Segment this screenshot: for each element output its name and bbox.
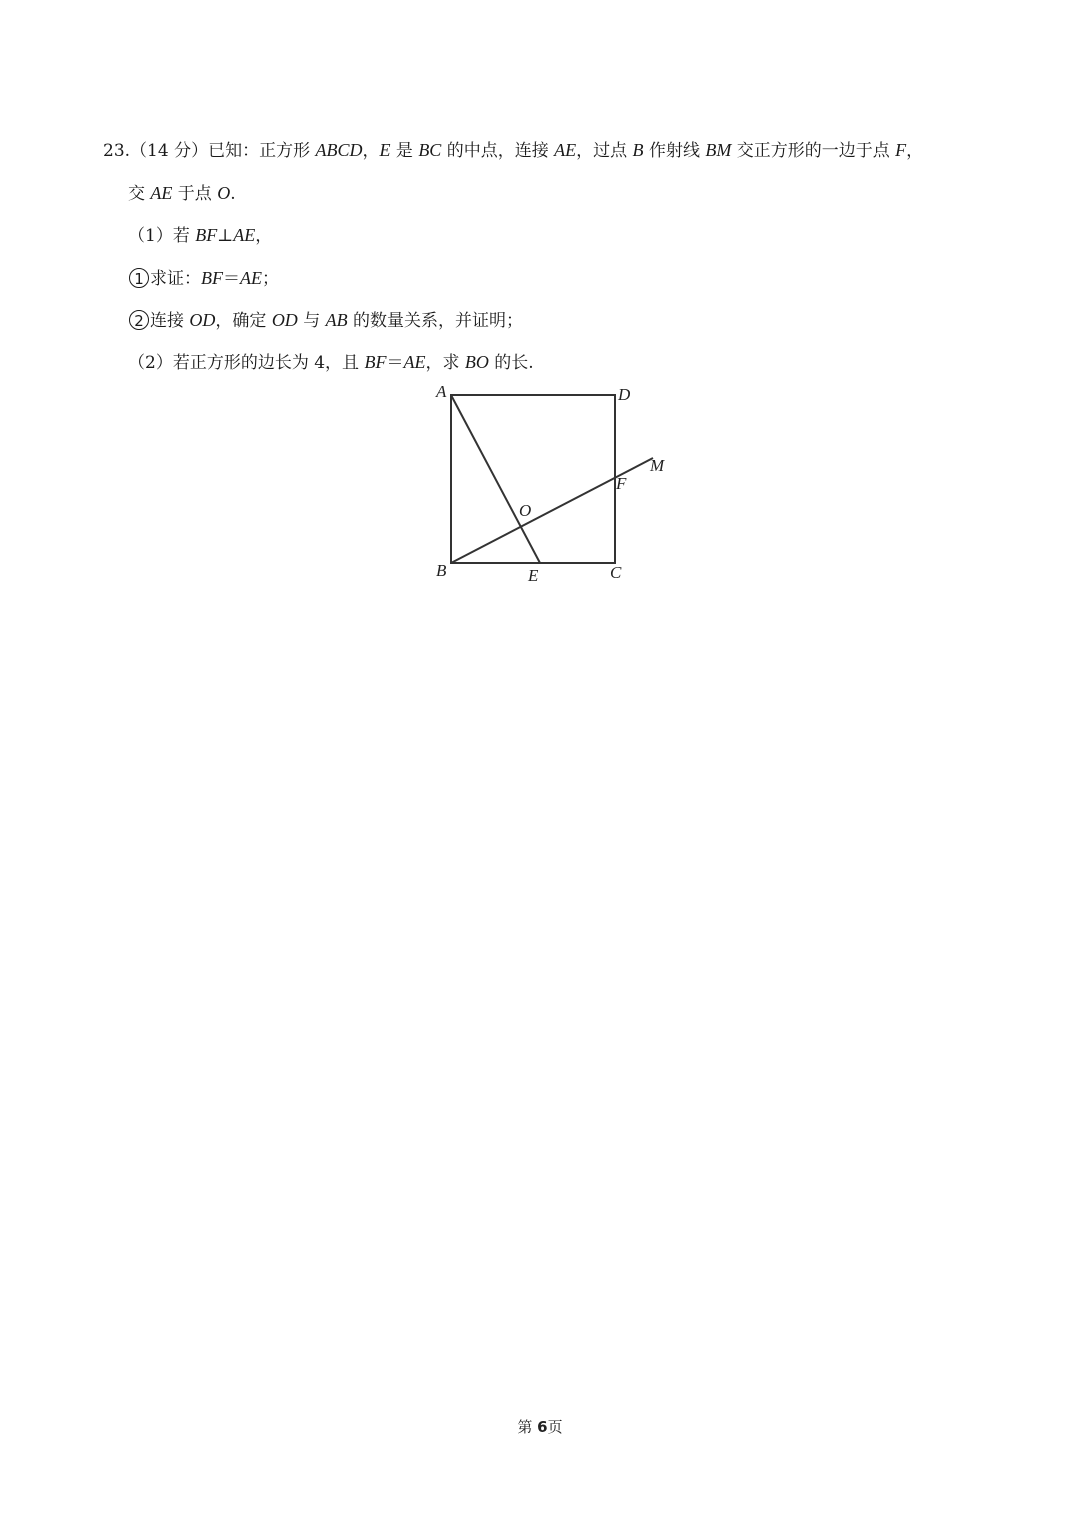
sub-question-2 (129, 308, 523, 333)
text: ⊥ (217, 226, 234, 246)
var: BF (364, 352, 387, 372)
var: OD (271, 310, 298, 330)
var: BO (464, 352, 489, 372)
sub-question-1 (129, 266, 279, 291)
circled-number-1: 1 (129, 268, 149, 288)
var: ABCD (315, 140, 363, 160)
square-abcd (451, 395, 615, 563)
text: 的数量关系，并证明； (347, 311, 524, 331)
page-number: 6 (537, 1418, 548, 1436)
text: 连接 (150, 311, 190, 331)
var: F (895, 140, 907, 160)
label-m: M (650, 456, 665, 475)
text: 是 (390, 141, 419, 161)
var: AE (150, 183, 173, 203)
var: BM (705, 140, 732, 160)
label-o: O (519, 501, 532, 520)
label-b: B (436, 561, 447, 580)
var: AE (554, 140, 577, 160)
problem-number: 23 (103, 141, 125, 161)
problem-line-1: 23.（14 分）已知：正方形 ABCD，E 是 BC 的中点，连接 AE，过点 B 作射线 BM 交正方形的一边于点 F， (103, 140, 924, 161)
var: AE (403, 352, 426, 372)
circled-number-2: 2 (129, 310, 149, 330)
label-d: D (618, 385, 631, 404)
label-f: F (616, 474, 627, 493)
text: ，过点 (576, 141, 633, 161)
var: OD (189, 310, 216, 330)
var: AE (233, 225, 256, 245)
text: ， (255, 226, 273, 246)
text: ； (262, 269, 279, 289)
text: . (230, 184, 236, 204)
var: BF (201, 268, 223, 288)
text: 与 (297, 311, 326, 331)
label-c: C (610, 563, 622, 582)
text: 交正方形的一边于点 (731, 141, 896, 161)
text: （2）若正方形的边长为 4，且 (128, 353, 365, 373)
text: ＝ (223, 269, 240, 289)
text: 交 (128, 184, 151, 204)
var: E (379, 140, 391, 160)
var: O (217, 183, 231, 203)
text: 的中点，连接 (441, 141, 555, 161)
page-footer (0, 1416, 1080, 1437)
text: ， (362, 141, 380, 161)
text: 已知：正方形 (208, 141, 316, 161)
text: ，确定 (215, 311, 272, 331)
var: BF (195, 225, 218, 245)
label-e: E (528, 566, 539, 585)
text: ， (906, 141, 924, 161)
text: 于点 (172, 184, 218, 204)
text: （1）若 (128, 226, 196, 246)
text: 的长. (488, 353, 534, 373)
footer-prefix: 第 (517, 1418, 538, 1436)
part-1 (128, 223, 272, 248)
var: B (632, 140, 644, 160)
label-a: A (436, 382, 447, 401)
text: ＝ (386, 353, 404, 373)
problem-line-2 (128, 181, 236, 206)
footer-suffix: 页 (547, 1418, 563, 1436)
problem-points: （14 分） (130, 141, 209, 161)
var: BC (418, 140, 442, 160)
var: AE (240, 268, 262, 288)
part-2 (128, 350, 534, 375)
segment-ae (451, 395, 540, 563)
text: 求证： (150, 269, 201, 289)
var: AB (325, 310, 348, 330)
text: 作射线 (643, 141, 706, 161)
text: ，求 (425, 353, 465, 373)
geometry-figure (420, 375, 680, 590)
